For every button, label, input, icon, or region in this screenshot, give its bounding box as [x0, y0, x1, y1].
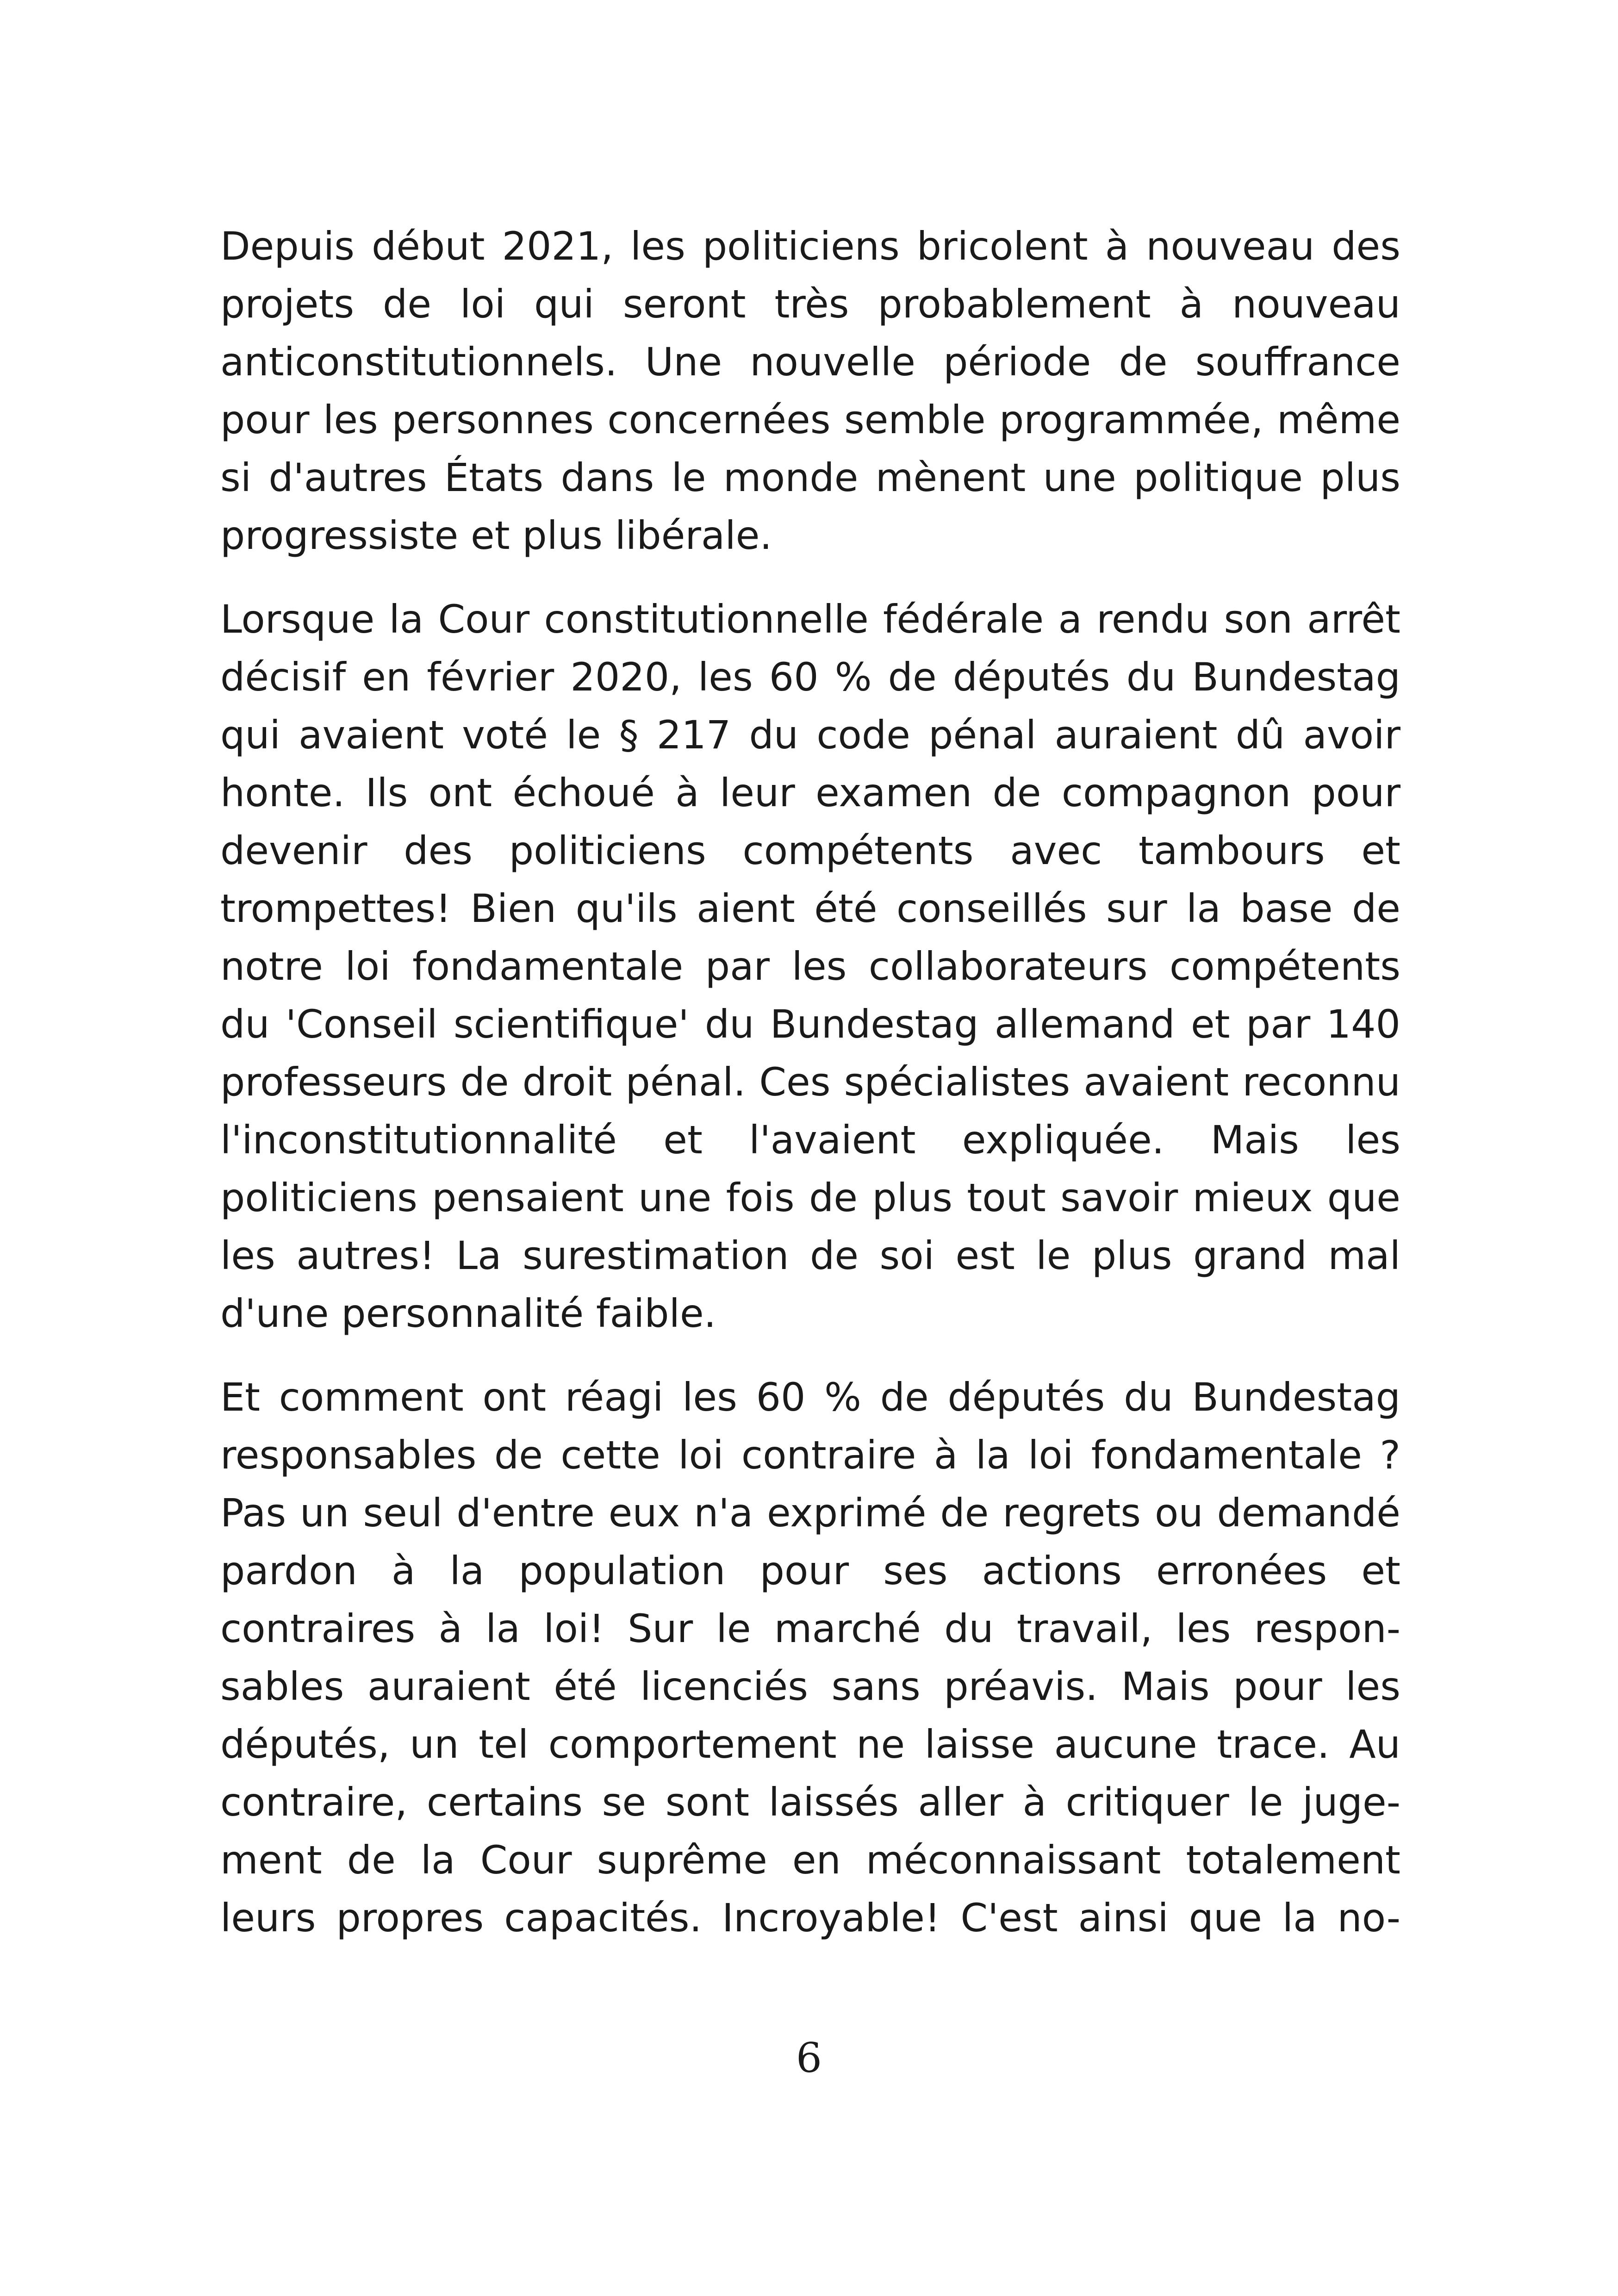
paragraph-1: Depuis début 2021, les politiciens bricolent à nouveau des projets de loi qui seront très probablement à nouveau anticonstitutionnels. Une nouvelle période de souffrance pour les personnes concernées semble programmée, même si d'autres États dans le monde mènent une politique plus progressiste et plus libérale. [220, 224, 1400, 558]
paragraph-3: Et comment ont réagi les 60 % de députés du Bundestag responsables de cette loi contraire à la loi fondamentale ? Pas un seul d'entre eux n'a exprimé de regrets ou demandé pardon à la population pour ses actions erronées et contraires à la loi! Sur le marché du travail, les responsables auraient été licenciés sans préavis. Mais pour les députés, un tel comportement ne laisse aucune trace. Au contraire, certains se sont laissés aller à critiquer le jugement de la Cour suprême en méconnaissant totalement leurs propres capacités. Incroyable! C'est ainsi que la no- [220, 1375, 1400, 1941]
page-number: 6 [796, 2034, 822, 2082]
paragraph-2: Lorsque la Cour constitutionnelle fédérale a rendu son arrêt décisif en février 2020, les 60 % de députés du Bundestag qui avaient voté le § 217 du code pénal auraient dû avoir honte. Ils ont échoué à leur examen de compagnon pour devenir des politiciens compétents avec tambours et trompettes! Bien qu'ils aient été conseillés sur la base de notre loi fondamentale par les collaborateurs compétents du 'Conseil scientifique' du Bundestag allemand et par 140 professeurs de droit pénal. Ces spécialistes avaient reconnu l'inconstitutionnalité et l'avaient expliquée. Mais les politiciens pensaient une fois de plus tout savoir mieux que les autres! La surestimation de soi est le plus grand mal d'une personnalité faible. [220, 597, 1400, 1336]
body-text [220, 218, 1400, 1947]
